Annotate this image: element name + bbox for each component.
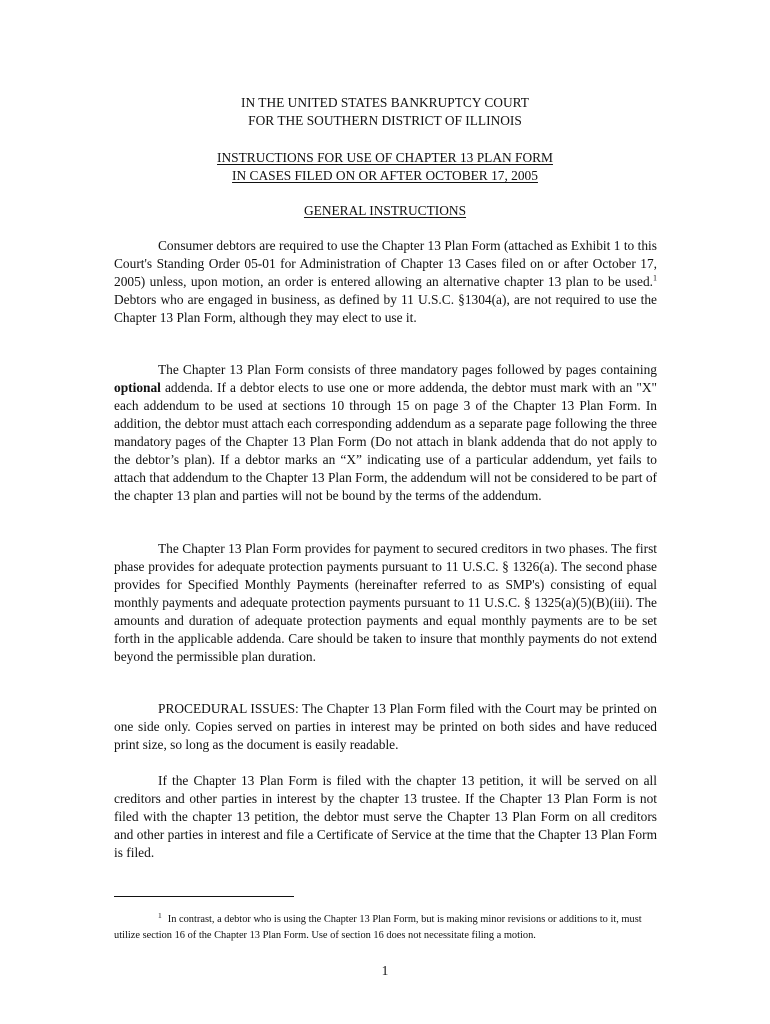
paragraph-plan-form-pages xyxy=(114,361,657,505)
paragraph-1-text-b: Debtors who are engaged in business, as defined by 11 U.S.C. §1304(a), are not required to use the Chapter 13 Plan Form, although they may elect to use it. xyxy=(114,292,657,325)
paragraph-procedural-issues: PROCEDURAL ISSUES: The Chapter 13 Plan Form filed with the Court may be printed on one side only. Copies served on parties in interest may be printed on both sides and have reduced print size, so long as the document is easily readable. xyxy=(114,701,657,752)
paragraph-2-bold-word: optional xyxy=(114,380,161,395)
paragraph-secured-creditors: The Chapter 13 Plan Form provides for payment to secured creditors in two phases. The first phase provides for adequate protection payments pursuant to 11 U.S.C. § 1326(a). The second phase provides for Specified Monthly Payments (hereinafter referred to as SMP's) consisting of equal monthly payments and adequate protection payments pursuant to 11 U.S.C. § 1325(a)(5)(B)(iii). The amounts and duration of adequate protection payments and equal monthly payments are to be set forth in the applicable addenda. Care should be taken to insure that monthly payments do not extend beyond the permissible plan duration. xyxy=(114,541,657,664)
court-name-line-1: IN THE UNITED STATES BANKRUPTCY COURT xyxy=(241,95,529,110)
instructions-title-line-1 xyxy=(0,149,770,167)
court-name-line-2: FOR THE SOUTHERN DISTRICT OF ILLINOIS xyxy=(248,113,522,128)
section-heading-text: GENERAL INSTRUCTIONS xyxy=(303,203,467,218)
section-heading xyxy=(0,202,770,220)
footnote-divider xyxy=(114,896,294,897)
paragraph-1-text-a: Consumer debtors are required to use the Chapter 13 Plan Form (attached as Exhibit 1 to this Court's Standing Order 05-01 for Administration of Chapter 13 Cases filed on or after October 17, 2005) unless, upon motion, an order is entered allowing an alternative chapter 13 plan to be used. xyxy=(114,238,657,289)
instructions-title-line-2-text: IN CASES FILED ON OR AFTER OCTOBER 17, 2005 xyxy=(232,168,538,183)
paragraph-2-text-b: addenda. If a debtor elects to use one or more addenda, the debtor must mark with an "X" each addendum to be used at sections 10 through 15 on page 3 of the Chapter 13 Plan Form. In addition, the debtor must attach each corresponding addendum as a separate page following the three mandatory pages of the Chapter 13 Plan Form (Do not attach in blank addenda that do not apply to the debtor’s plan). If a debtor marks an “X” indicating use of a particular addendum, yet fails to attach that addendum to the Chapter 13 Plan Form, the addendum will not be considered to be part of the chapter 13 plan and parties will not be bound by the terms of the addendum. xyxy=(114,380,657,503)
page-number: 1 xyxy=(381,963,389,978)
paragraph-2-text-a: The Chapter 13 Plan Form consists of three mandatory pages followed by pages containing xyxy=(158,362,657,377)
footnote-reference: 1 xyxy=(653,273,657,283)
instructions-title-line-1-text: INSTRUCTIONS FOR USE OF CHAPTER 13 PLAN FORM xyxy=(217,150,553,165)
instructions-title-line-2 xyxy=(0,167,770,185)
footnote-text: In contrast, a debtor who is using the Chapter 13 Plan Form, but is making minor revisions or additions to it, must utilize section 16 of the Chapter 13 Plan Form. Use of section 16 does not necessitate filing a motion. xyxy=(114,914,642,941)
footnote xyxy=(114,912,657,944)
paragraph-service: If the Chapter 13 Plan Form is filed with the chapter 13 petition, it will be served on all creditors and other parties in interest by the chapter 13 trustee. If the Chapter 13 Plan Form is not filed with the chapter 13 petition, the debtor must serve the Chapter 13 Plan Form on all creditors and other parties in interest and file a Certificate of Service at the time that the Chapter 13 Plan Form is filed. xyxy=(114,773,657,860)
paragraph-consumer-debtors xyxy=(114,237,657,327)
footnote-marker: 1 xyxy=(158,910,162,920)
